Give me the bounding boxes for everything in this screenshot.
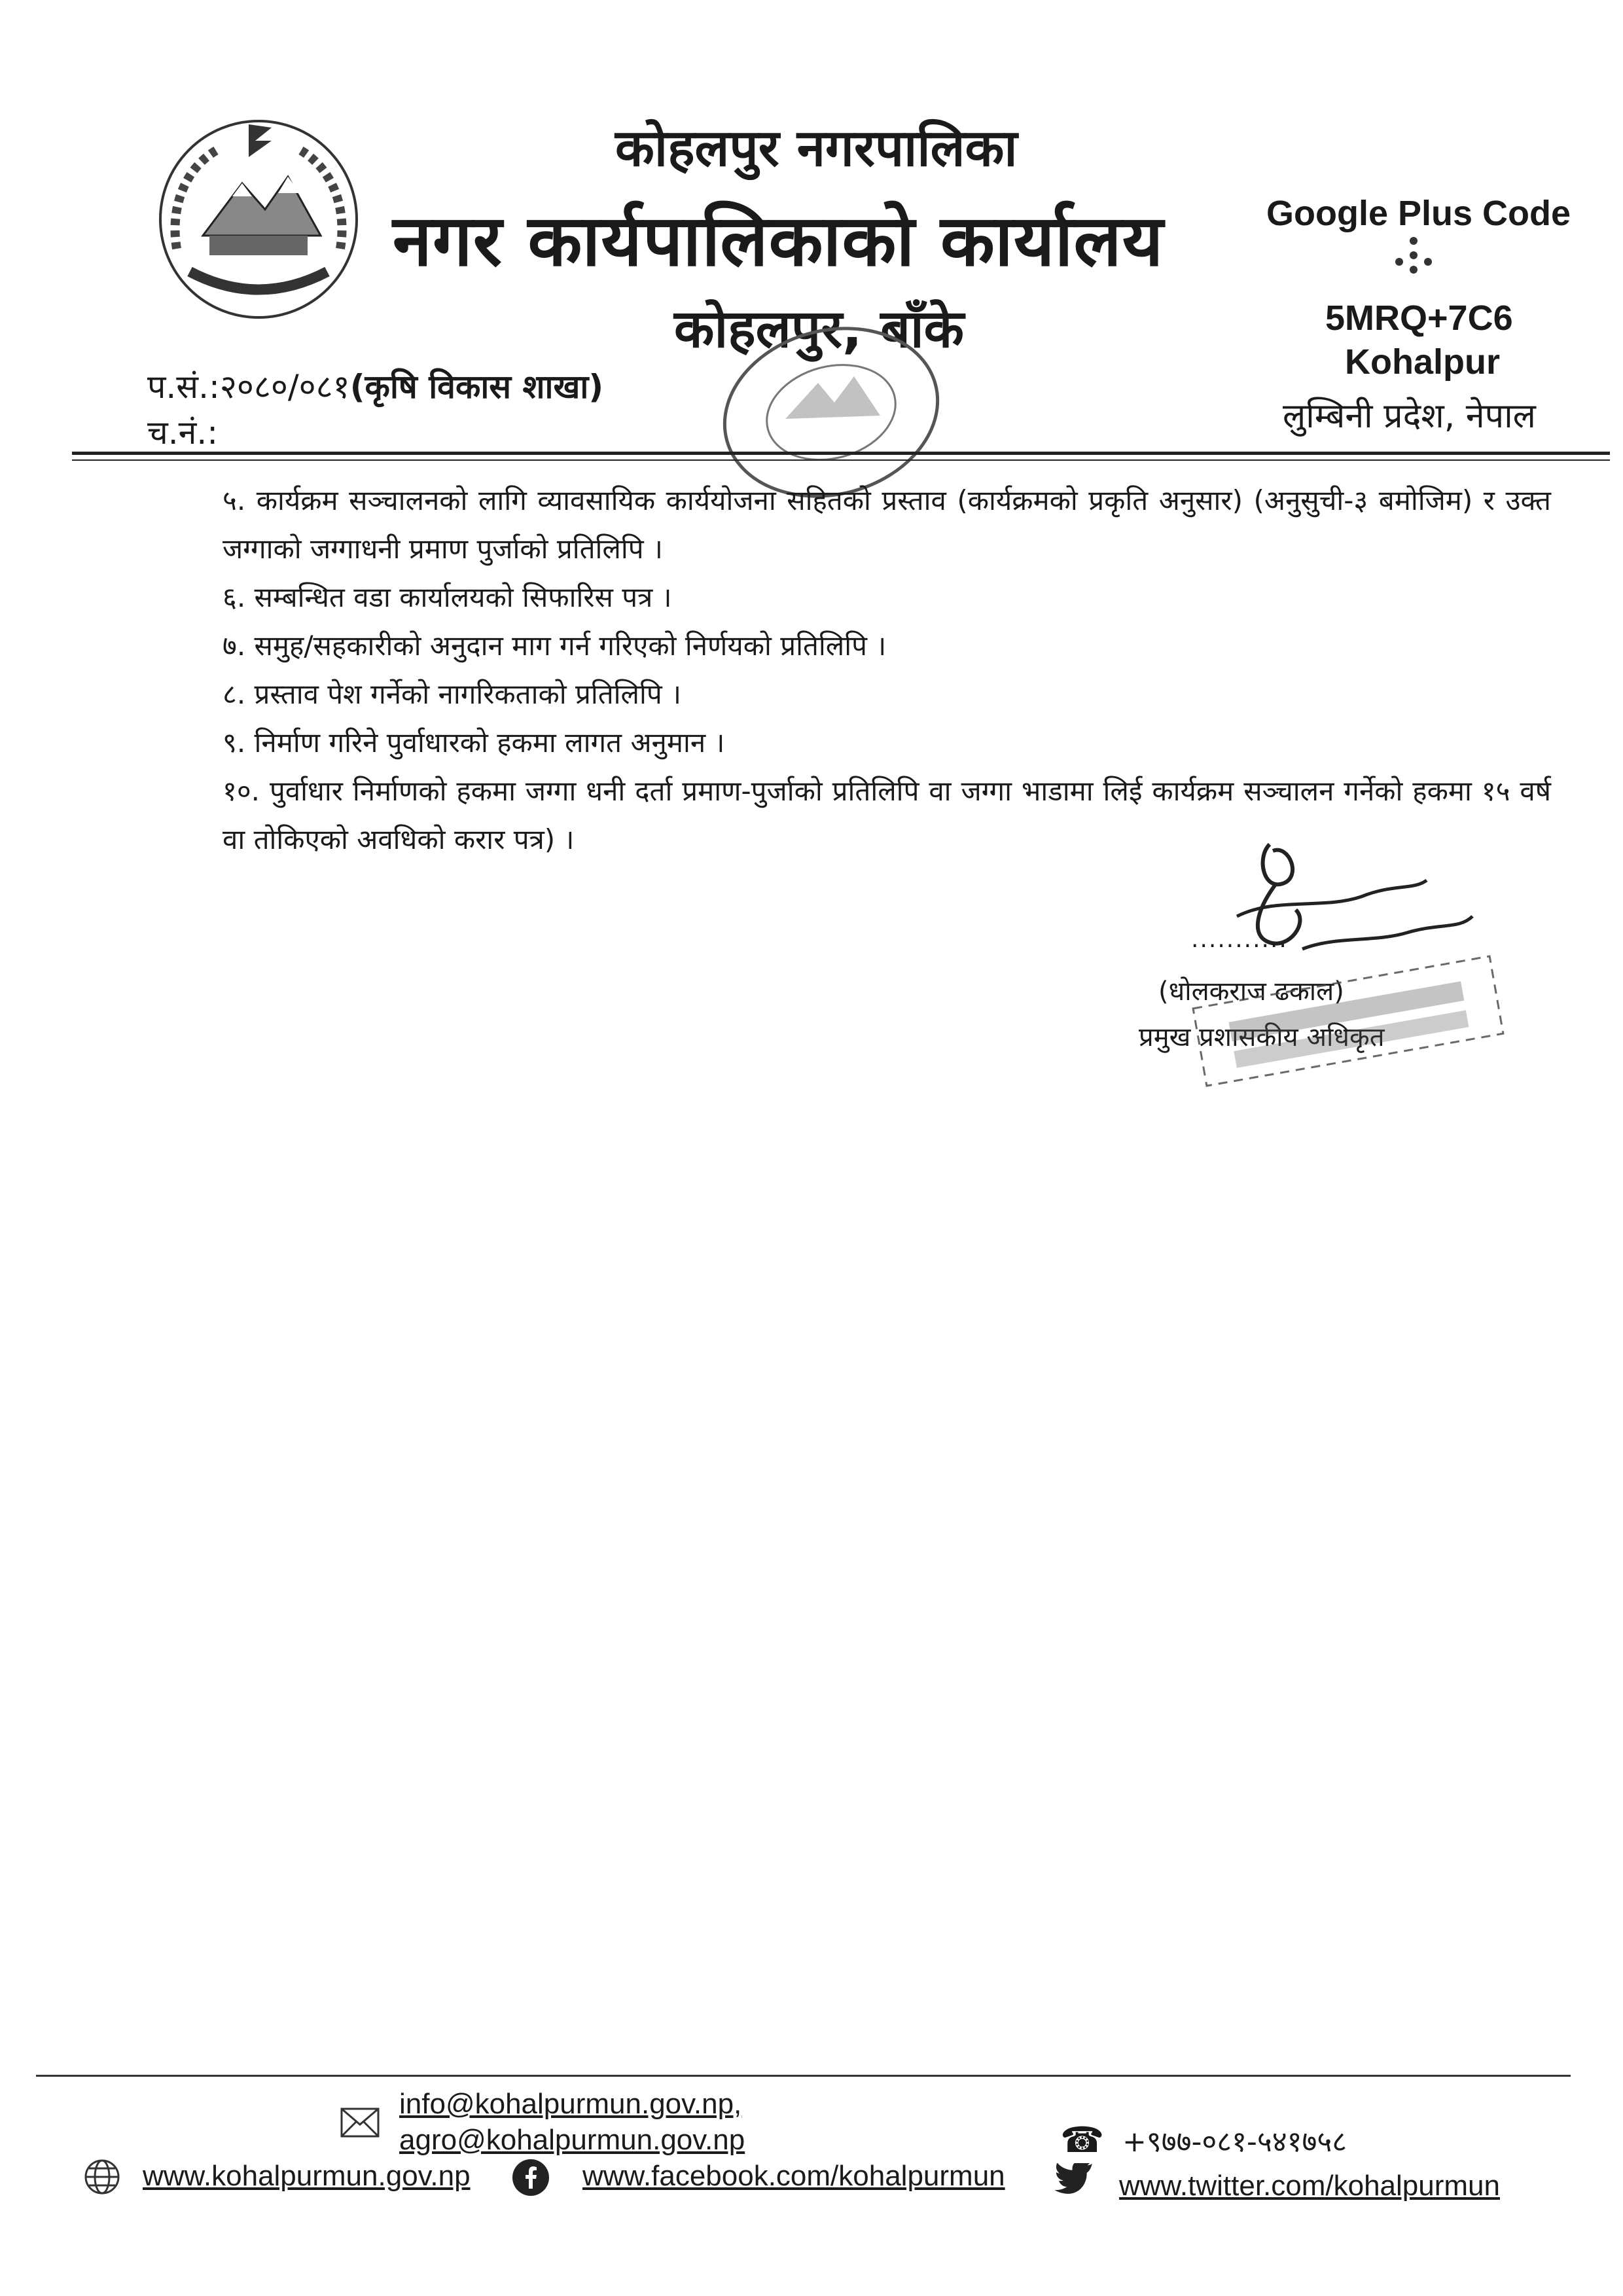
twitter-link[interactable]: www.twitter.com/kohalpurmun: [1119, 2170, 1500, 2202]
plus-code-value: 5MRQ+7C6: [1325, 298, 1513, 338]
list-item: १०. पुर्वाधार निर्माणको हकमा जग्गा धनी दर्ता प्रमाण-पुर्जाको प्रतिलिपि वा जग्गा भाडामा लिई कार्यक्रम सञ्चालन गर्नेको हकमा १५ वर्ष वा तोकिएको अवधिको करार पत्र) ।: [223, 775, 1551, 855]
dispatch-number: च.नं.:: [147, 414, 219, 452]
facebook-icon: [512, 2159, 550, 2197]
signature-dotted-line: ...........: [1191, 926, 1288, 953]
twitter-bird-icon: [1054, 2163, 1096, 2198]
email-info-link[interactable]: info@kohalpurmun.gov.np,: [399, 2088, 742, 2120]
reference-number-value: प.सं.:२०८०/०८१: [147, 368, 350, 406]
signer-name: (धोलकराज ढकाल): [1158, 977, 1344, 1007]
plus-code-province: लुम्बिनी प्रदेश, नेपाल: [1283, 397, 1536, 436]
plus-code-dots-icon: [1394, 236, 1433, 281]
globe-icon: [84, 2159, 120, 2195]
municipality-name: कोहलपुर नगरपालिका: [615, 119, 1018, 178]
email-agro-link[interactable]: agro@kohalpurmun.gov.np: [399, 2124, 745, 2156]
list-item: ५. कार्यक्रम सञ्चालनको लागि व्यावसायिक कार्ययोजना सहितको प्रस्ताव (कार्यक्रमको प्रकृति अनुसार) (अनुसुची-३ बमोजिम) र उक्त जग्गाको जग्गाधनी प्रमाण पुर्जाको प्रतिलिपि ।: [223, 484, 1551, 565]
nepal-emblem-logo: [151, 111, 366, 327]
header-divider-thin: [72, 459, 1610, 461]
office-name: नगर कार्यपालिकाको कार्यालय: [393, 200, 1164, 282]
plus-code-title: Google Plus Code: [1266, 194, 1571, 233]
telephone-icon: ☎: [1060, 2119, 1105, 2161]
office-location: कोहलपुर, बाँके: [674, 298, 965, 359]
requirements-list: [223, 476, 1551, 864]
footer-divider: [36, 2075, 1571, 2077]
list-item: ६. सम्बन्धित वडा कार्यालयको सिफारिस पत्र ।: [223, 581, 672, 613]
list-item: ९. निर्माण गरिने पुर्वाधारको हकमा लागत अनुमान ।: [223, 726, 725, 759]
envelope-icon: [340, 2108, 380, 2138]
plus-code-city: Kohalpur: [1345, 342, 1500, 382]
header-divider-thick: [72, 452, 1610, 455]
signatory-rubber-stamp: [1171, 942, 1525, 1113]
facebook-link[interactable]: www.facebook.com/kohalpurmun: [582, 2160, 1005, 2192]
phone-number: +९७७-०८१-५४१७५८: [1122, 2125, 1347, 2159]
signer-title: प्रमुख प्रशासकीय अधिकृत: [1139, 1022, 1385, 1052]
reference-branch: (कृषि विकास शाखा): [349, 368, 604, 406]
list-item: ८. प्रस्ताव पेश गर्नेको नागरिकताको प्रतिलिपि ।: [223, 678, 682, 710]
reference-number: [147, 363, 603, 408]
website-link[interactable]: www.kohalpurmun.gov.np: [143, 2160, 471, 2192]
list-item: ७. समुह/सहकारीको अनुदान माग गर्न गरिएको निर्णयको प्रतिलिपि ।: [223, 630, 887, 662]
